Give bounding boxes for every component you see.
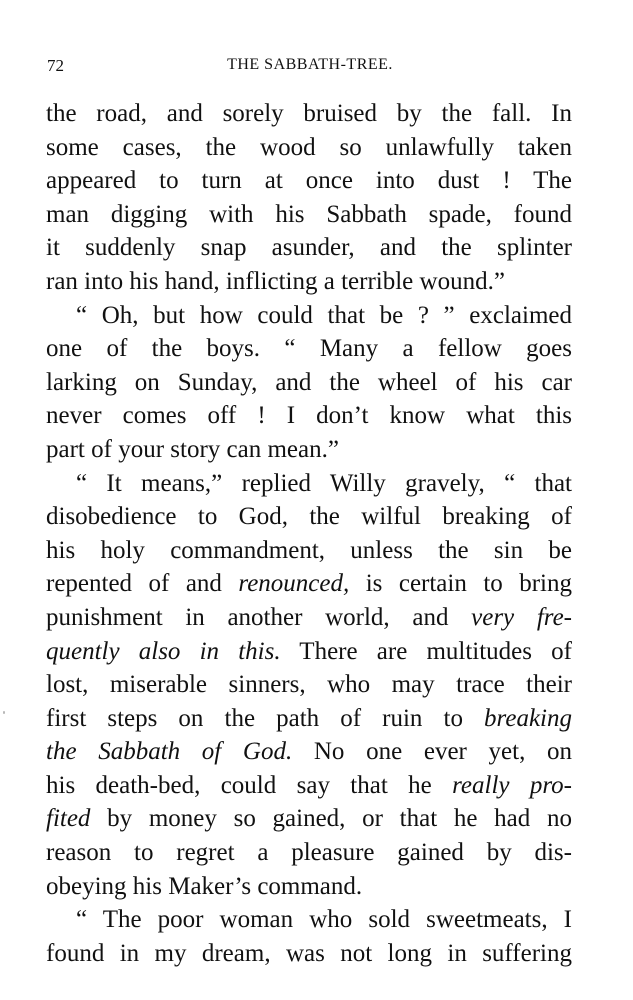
running-title: THE SABBATH-TREE. [227,56,393,73]
text-line: found in my dream, was not long in suffering [46,939,572,967]
italic-text: fited [46,805,91,833]
text-line: larking on Sunday, and the wheel of his car [46,368,572,396]
text-line: man digging with his Sabbath spade, found [46,200,572,228]
text-line: his holy commandment, unless the sin be [46,536,572,564]
text-line: the road, and sorely bruised by the fall. In [46,100,572,127]
text-line: repented of and renounced, is certain to bring [46,570,572,598]
text-line: “ Oh, but how could that be ? ” exclaimed [76,301,572,329]
italic-text: renounced, [238,570,350,598]
text-line: appeared to turn at once into dust ! The [46,167,572,195]
text-line: the Sabbath of God. No one ever yet, on [46,738,572,766]
italic-text: really pro- [452,771,573,799]
text-line: fited by money so gained, or that he had no [46,805,572,833]
italic-text: the Sabbath of God. [46,738,293,766]
text-line: reason to regret a pleasure gained by dis- [46,839,572,867]
text-line: lost, miserable sinners, who may trace their [46,671,572,699]
text-line: “ The poor woman who sold sweetmeats, I [76,906,572,934]
text-line: quently also in this. There are multitudes of [46,637,573,665]
page-number: 72 [47,56,64,75]
paper-speck [3,711,5,714]
text-line: obeying his Maker’s command. [46,872,363,900]
text-line: never comes off ! I don’t know what this [46,402,572,430]
text-line: it suddenly snap asunder, and the splinter [46,234,572,262]
text-line: punishment in another world, and very fre- [46,603,573,631]
italic-text: quently also in this. [46,637,281,665]
text-line: “ It means,” replied Willy gravely, “ that [76,469,572,497]
text-line: first steps on the path of ruin to breaking [46,704,572,732]
text-line: his death-bed, could say that he really pro- [46,771,573,799]
page-header [47,56,573,80]
italic-text: breaking [484,704,572,732]
body-text [46,97,572,970]
text-line: some cases, the wood so unlawfully taken [46,133,572,161]
text-line: ran into his hand, inflicting a terrible wound.” [46,267,505,295]
text-line: part of your story can mean.” [46,435,339,463]
text-line: disobedience to God, the wilful breaking of [46,503,572,531]
text-line: one of the boys. “ Many a fellow goes [46,335,572,363]
italic-text: very fre- [471,603,573,631]
